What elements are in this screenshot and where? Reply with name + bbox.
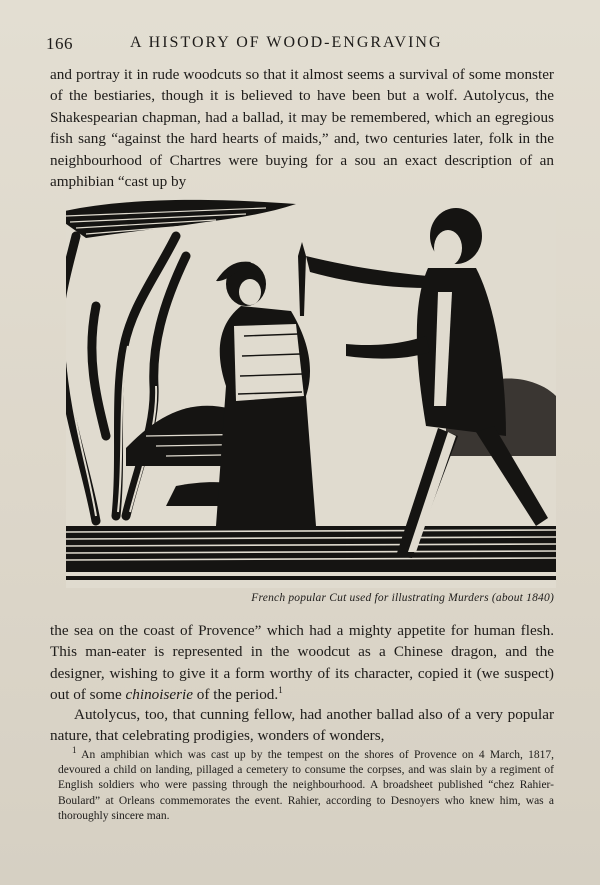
footnote-1	[58, 745, 554, 824]
figure-caption-title: French popular Cut used for illustrating Murders	[251, 592, 489, 604]
woodcut-image	[66, 196, 556, 588]
para2-italic-term: chinoiserie	[125, 686, 193, 704]
woodcut-illustration	[66, 196, 556, 588]
para2-text-b: of the period.	[193, 686, 279, 704]
body-paragraph-2	[50, 620, 554, 706]
para2-text-a: the sea on the coast of Provence” which had a mighty appetite for human flesh. This man-eater is represented in the woodcut as a Chinese dragon, and the designer, wishing to give it a form worthy of its character, copied it (we suspect) out of some	[50, 622, 554, 704]
page-header	[46, 34, 558, 54]
figure-caption-date: (about 1840)	[488, 592, 554, 604]
footnotes	[58, 745, 554, 824]
footnote-marker: 1	[72, 745, 77, 756]
body-paragraph-3: Autolycus, too, that cunning fellow, had another ballad also of a very popular nature, that celebrating prodigies, wonders of wonders,	[50, 706, 554, 745]
body-paragraph-1: and portray it in rude woodcuts so that it almost seems a survival of some monster of the bestiaries, though it is believed to have been but a wolf. Autolycus, the Shakespearian chapman, had a ballad, it may be remembered, which an egregious fish sang “against the hard hearts of maids,” and, two centuries later, folk in the neighbourhood of Chartres were buying for a sou an exact description of an amphibian “cast up by	[50, 66, 554, 191]
footnote-text: An amphibian which was cast up by the tempest on the shores of Provence on 4 March, 1817, devoured a child on landing, pillaged a cemetery to consume the corpses, and was slain by a regiment of English soldiers who were passing through the neighbourhood. A broadsheet published “chez Rahier-Boulard” at Orleans commemorates the event. Rahier, according to Desnoyers who knew him, was a thoroughly sincere man.	[58, 749, 554, 822]
running-head: A HISTORY OF WOOD-ENGRAVING	[130, 34, 443, 51]
page-number: 166	[46, 34, 73, 53]
footnote-reference[interactable]: 1	[278, 685, 283, 696]
figure-caption	[251, 592, 554, 604]
